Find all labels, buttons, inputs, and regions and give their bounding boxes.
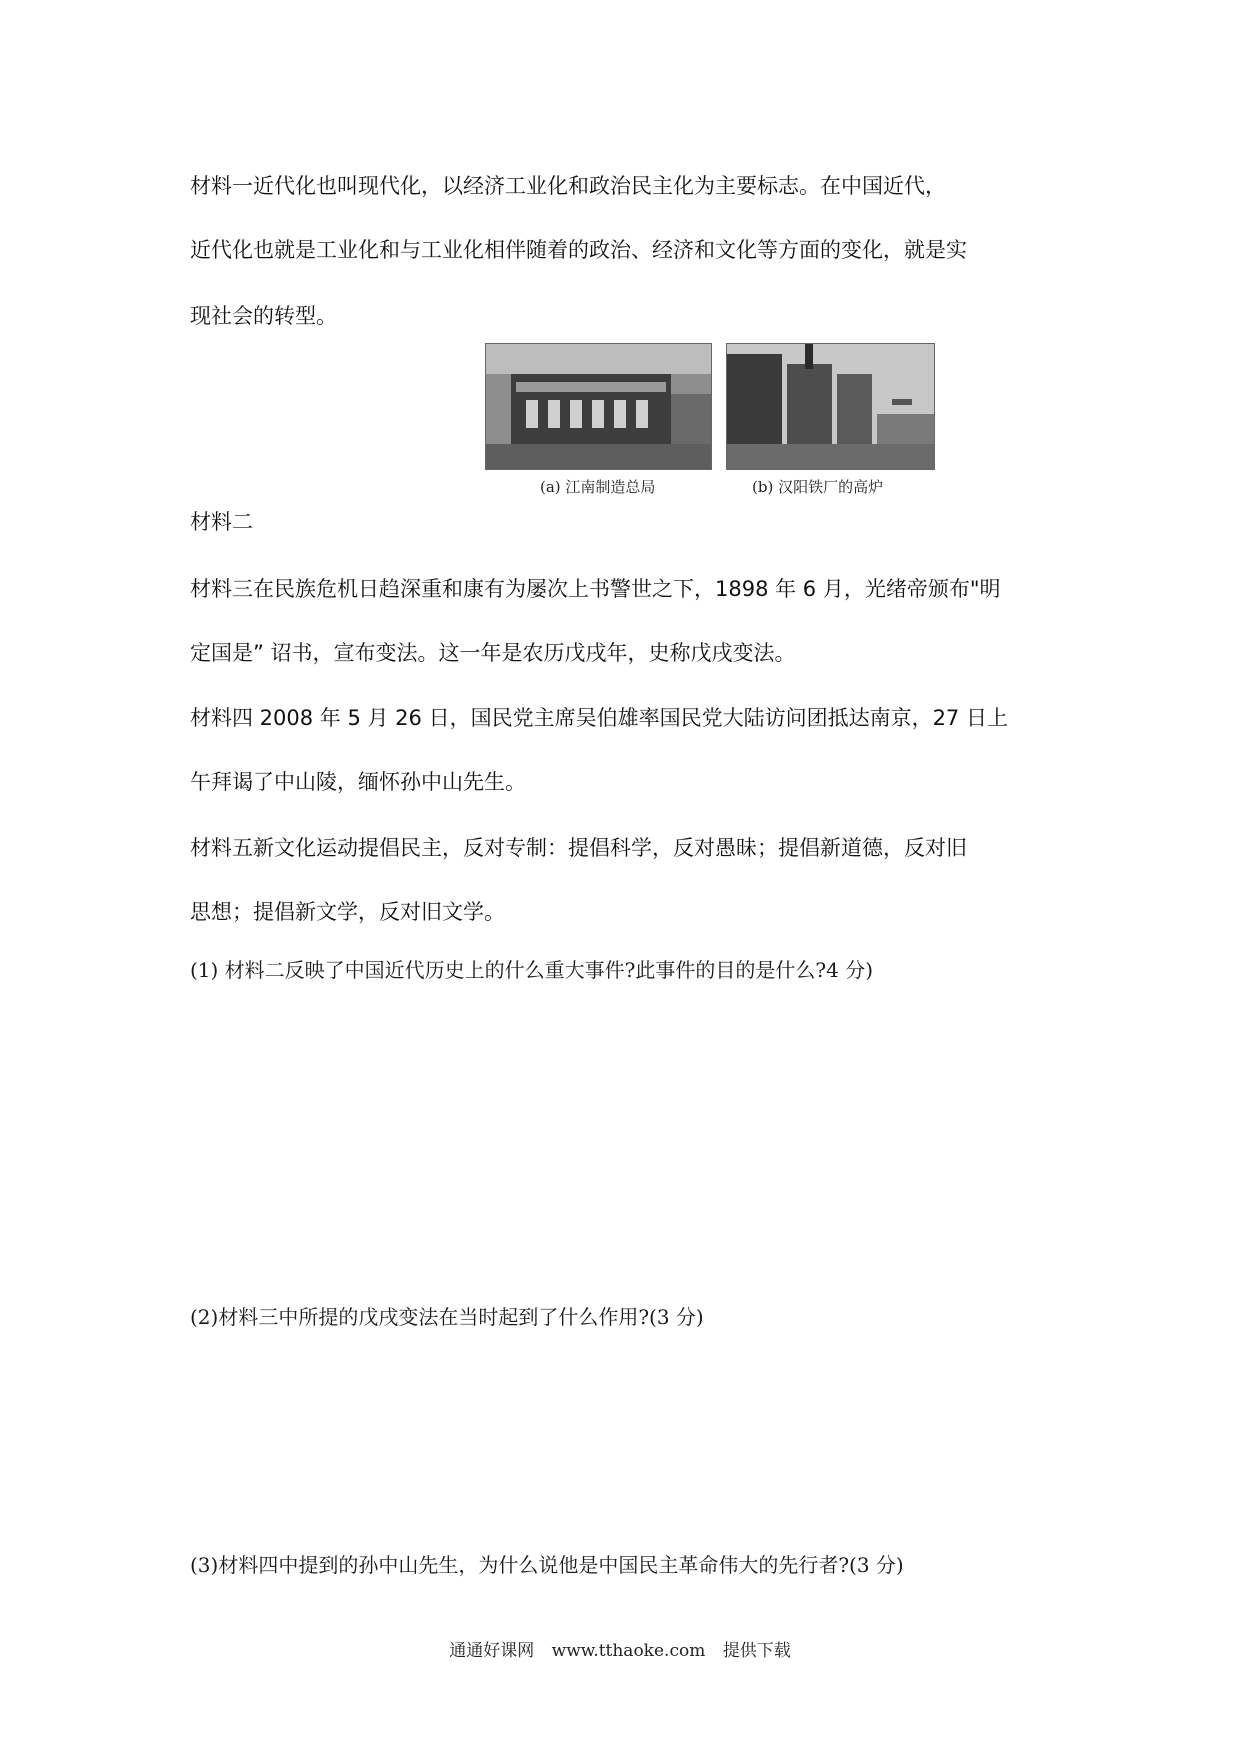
material2-label: 材料二 xyxy=(190,510,253,534)
hanyang-ironworks-photo xyxy=(726,343,935,470)
footer-url[interactable]: www.tthaoke.com xyxy=(551,1641,706,1661)
footer-suffix: 提供下载 xyxy=(722,1641,791,1661)
material5-line2: 思想；提倡新文学，反对旧文学。 xyxy=(190,900,505,924)
page-footer xyxy=(0,1636,1240,1661)
material2-figures xyxy=(480,343,940,503)
material5-line1: 材料五新文化运动提倡民主，反对专制：提倡科学，反对愚昧；提倡新道德，反对旧 xyxy=(190,836,967,860)
material1-line1: 材料一近代化也叫现代化，以经济工业化和政治民主化为主要标志。在中国近代， xyxy=(190,174,946,198)
material1-line2: 近代化也就是工业化和与工业化相伴随着的政治、经济和文化等方面的变化，就是实 xyxy=(190,238,967,262)
question-2: (2)材料三中所提的戊戌变法在当时起到了什么作用?(3 分) xyxy=(190,1305,704,1329)
material3-line2: 定国是” 诏书，宣布变法。这一年是农历戊戌年，史称戊戌变法。 xyxy=(190,641,796,665)
jiangnan-arsenal-photo xyxy=(485,343,712,470)
figure-b-caption: (b) 汉阳铁厂的高炉 xyxy=(752,478,884,496)
question-1: (1) 材料二反映了中国近代历史上的什么重大事件?此事件的目的是什么?4 分) xyxy=(190,958,874,982)
question-3: (3)材料四中提到的孙中山先生，为什么说他是中国民主革命伟大的先行者?(3 分) xyxy=(190,1553,904,1577)
material4-line1: 材料四 2008 年 5 月 26 日，国民党主席吴伯雄率国民党大陆访问团抵达南京，27 日上 xyxy=(190,706,1008,730)
material1-line3: 现社会的转型。 xyxy=(190,304,337,328)
figure-a-caption: (a) 江南制造总局 xyxy=(540,478,656,496)
material3-line1: 材料三在民族危机日趋深重和康有为屡次上书警世之下，1898 年 6 月，光绪帝颁布"明 xyxy=(190,577,1001,601)
footer-site-name: 通通好课网 xyxy=(449,1641,535,1661)
material4-line2: 午拜谒了中山陵，缅怀孙中山先生。 xyxy=(190,770,526,794)
